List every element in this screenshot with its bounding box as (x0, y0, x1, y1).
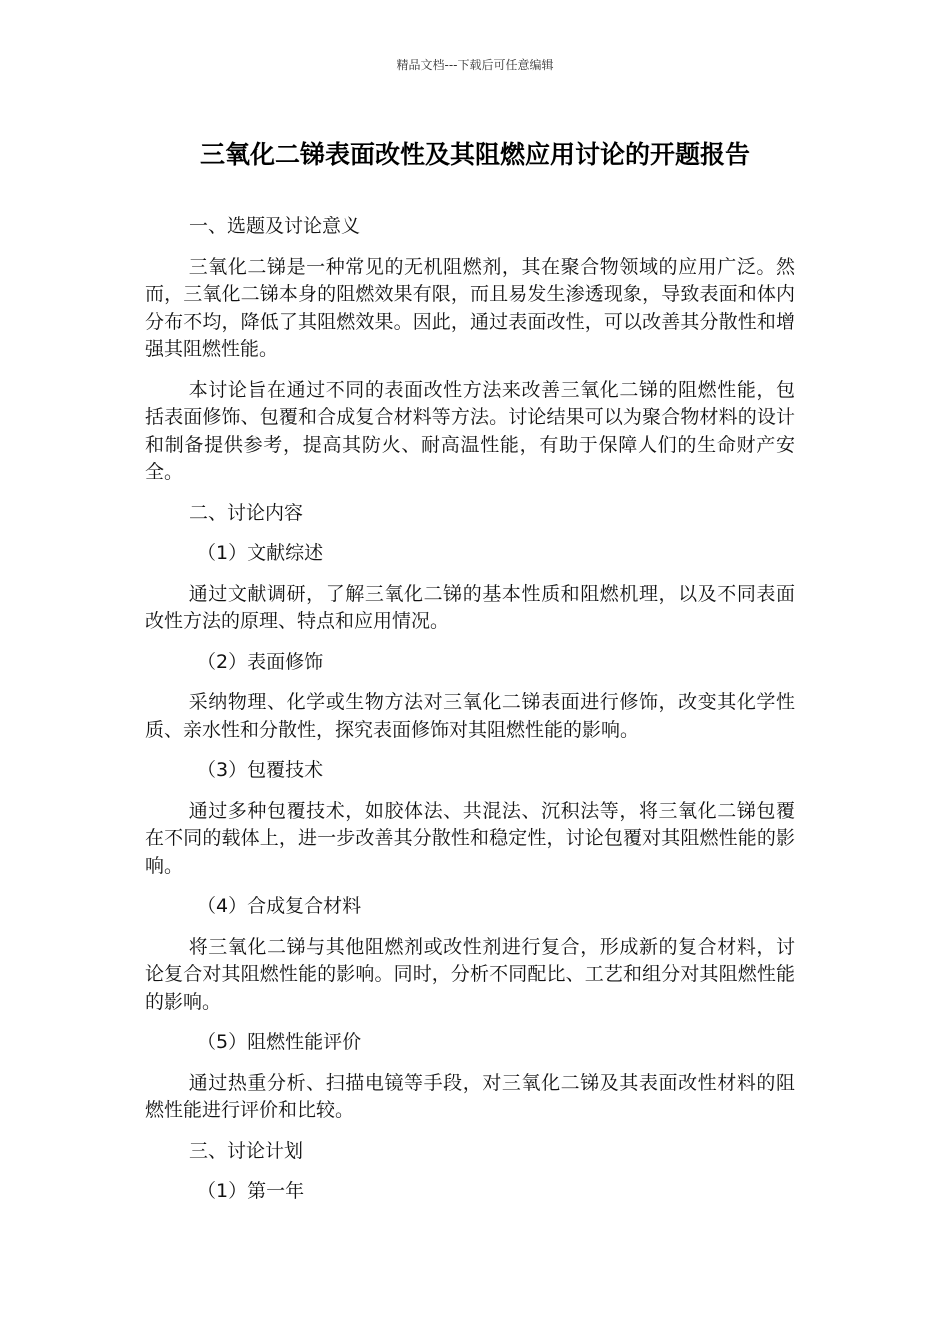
document-body (145, 213, 795, 1219)
paragraph: 通过多种包覆技术，如胶体法、共混法、沉积法等，将三氧化二锑包覆在不同的载体上，进一步改善其分散性和稳定性，讨论包覆对其阻燃性能的影响。 (145, 799, 795, 877)
subsection-heading: （2）表面修饰 (197, 650, 324, 673)
section-heading: 二、讨论内容 (189, 501, 304, 524)
subsection-heading: （3）包覆技术 (197, 759, 324, 781)
paragraph: 三氧化二锑是一种常见的无机阻燃剂，其在聚合物领域的应用广泛。然而，三氧化二锑本身的阻燃效果有限，而且易发生渗透现象，导致表面和体内分布不均，降低了其阻燃效果。因此，通过表面改性，可以改善其分散性和增强其阻燃性能。 (145, 255, 795, 360)
paragraph: 将三氧化二锑与其他阻燃剂或改性剂进行复合，形成新的复合材料，讨论复合对其阻燃性能的影响。同时，分析不同配比、工艺和组分对其阻燃性能的影响。 (145, 935, 795, 1013)
header-note: 精品文档---下载后可任意编辑 (396, 58, 554, 72)
subsection-heading: （1）文献综述 (197, 542, 324, 564)
paragraph: 采纳物理、化学或生物方法对三氧化二锑表面进行修饰，改变其化学性质、亲水性和分散性，探究表面修饰对其阻燃性能的影响。 (145, 691, 795, 741)
paragraph: 通过文献调研，了解三氧化二锑的基本性质和阻燃机理，以及不同表面改性方法的原理、特点和应用情况。 (145, 582, 795, 632)
section-heading: 一、选题及讨论意义 (189, 215, 361, 237)
section-heading: 三、讨论计划 (189, 1139, 304, 1162)
subsection-heading: （5）阻燃性能评价 (197, 1031, 362, 1053)
paragraph: 通过热重分析、扫描电镜等手段，对三氧化二锑及其表面改性材料的阻燃性能进行评价和比较。 (145, 1071, 795, 1121)
paragraph: 本讨论旨在通过不同的表面改性方法来改善三氧化二锑的阻燃性能，包括表面修饰、包覆和合成复合材料等方法。讨论结果可以为聚合物材料的设计和制备提供参考，提高其防火、耐高温性能，有助于保障人们的生命财产安全。 (145, 378, 795, 483)
subsection-heading: （1）第一年 (197, 1180, 305, 1202)
subsection-heading: （4）合成复合材料 (197, 895, 362, 917)
document-title: 三氧化二锑表面改性及其阻燃应用讨论的开题报告 (199, 140, 750, 169)
